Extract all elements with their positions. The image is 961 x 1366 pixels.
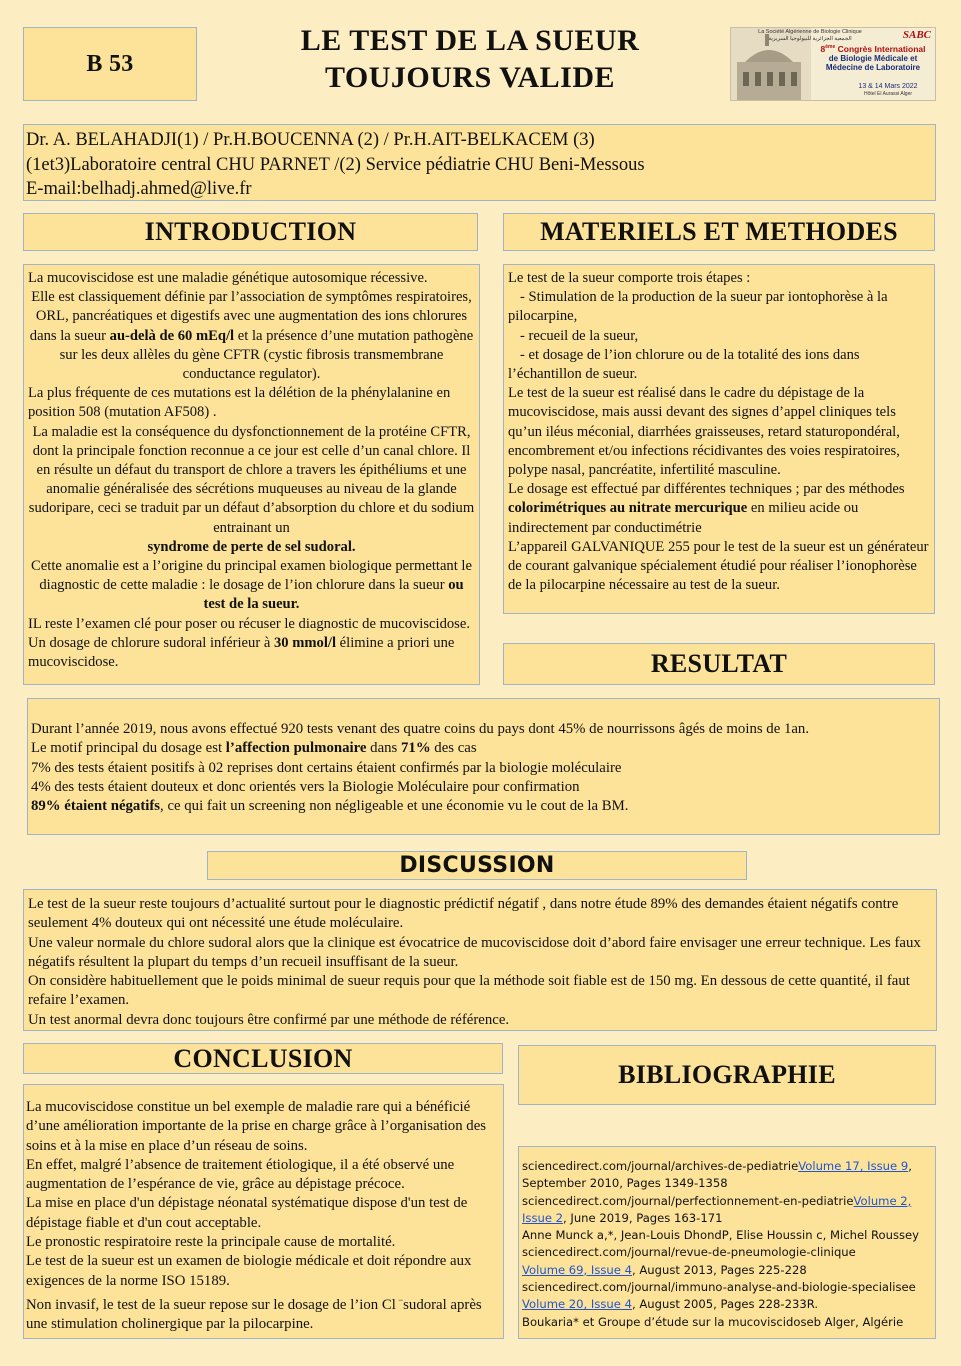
intro-p3: La plus fréquente de ces mutations est la délétion de la phénylalanine en position 508 (mutation AF508) . bbox=[28, 385, 451, 421]
discussion-text-box bbox=[23, 889, 937, 1031]
logo-congress: Congrès International bbox=[837, 43, 926, 54]
title-line-2: TOUJOURS VALIDE bbox=[324, 61, 616, 94]
intro-p7: IL reste l’examen clé pour poser ou récuser le diagnostic de mucoviscidose. bbox=[28, 615, 470, 632]
conclusion-heading: CONCLUSION bbox=[173, 1043, 353, 1073]
logo-congress-number: 8 bbox=[820, 43, 826, 54]
logo-acronym: SABC bbox=[902, 29, 931, 41]
biblio-link-2[interactable]: Volume 2, Issue 2 bbox=[522, 1193, 912, 1225]
result-line-3: 7% des tests étaient positifs à 02 reprises dont certains étaient confirmés par la biologie moléculaire bbox=[31, 759, 622, 776]
intro-p4: La maladie est la conséquence du dysfonctionnement de la protéine CFTR, dont la principale fonction reconnue a ce jour est celle d’un canal chlore. Il en résulte un défaut du transport de chlore a travers les épithéliums et une anomalie généralisée des sécrétions muqueuses au niveau de la glande sudoripare, ceci se traduit par un défaut d’absorption du chlore et du sodium entrainant un bbox=[28, 423, 475, 536]
logo-congress-sup: ème bbox=[825, 44, 836, 50]
biblio-ref-5: sciencedirect.com/journal/immuno-analyse-and-biologie-specialisee Volume 20, Issue 4, August 2005, Pages 228-233R. bbox=[522, 1280, 916, 1312]
authors-box bbox=[23, 124, 936, 201]
biblio-link-4[interactable]: Volume 69, Issue 4 bbox=[522, 1262, 632, 1277]
logo-dates: 13 & 14 Mars 2022 bbox=[858, 82, 918, 90]
intro-p8: Un dosage de chlorure sudoral inférieur à 30 mmol/l élimine a priori une mucoviscidose. bbox=[28, 634, 455, 671]
authors-email: E-mail:belhadj.ahmed@live.fr bbox=[26, 179, 252, 199]
logo-venue: Hôtel El Aurassi Alger bbox=[863, 90, 913, 97]
discussion-heading: DISCUSSION bbox=[399, 853, 555, 878]
methods-p7: L’appareil GALVANIQUE 255 pour le test de la sueur est un générateur de courant galvanique spécialement étudié pour réaliser l’ionophorèse de la pilocarpine nécessaire au test de la sueur. bbox=[508, 538, 929, 594]
methods-p2: - Stimulation de la production de la sueur par iontophorèse à la pilocarpine, bbox=[508, 289, 888, 325]
authors-names: Dr. A. BELAHADJI(1) / Pr.H.BOUCENNA (2) / Pr.H.AIT-BELKACEM (3) bbox=[26, 130, 595, 150]
methods-p3: - recueil de la sueur, bbox=[520, 327, 639, 344]
methods-text-box bbox=[503, 264, 935, 614]
conclusion-text-box bbox=[23, 1084, 504, 1339]
discussion-p1: Le test de la sueur reste toujours d’actualité surtout pour le diagnostic prédictif négatif , dans notre étude 89% des demandes étaient négatifs contre seulement 4% douteux qui ont nécessité une étude moléculaire. bbox=[28, 896, 899, 932]
biblio-ref-3: Anne Munck a,*, Jean-Louis DhondP, Elise Houssin c, Michel Roussey bbox=[522, 1228, 920, 1243]
congress-logo bbox=[730, 27, 936, 101]
discussion-p3: On considère habituellement que le poids minimal de sueur requis pour que la méthode soit fiable est de 150 mg. En dessous de cette quantité, il faut refaire l’examen. bbox=[28, 973, 910, 1009]
intro-p2: Elle est classiquement définie par l’association de symptômes respiratoires, ORL, pancréatiques et digestifs avec une augmentation des ions chlorures dans la sueur au-delà de 60 mEq/l et la présence d’une mutation pathogène sur les deux allèles du gène CFTR (cystic fibrosis transmembrane conductance regulator). bbox=[29, 289, 474, 383]
biblio-link-5[interactable]: Volume 20, Issue 4 bbox=[522, 1297, 632, 1312]
conclusion-heading-box bbox=[23, 1043, 503, 1074]
logo-arabic: الجمعية الجزائرية للبيولوجيا السريرية bbox=[768, 36, 852, 42]
conclusion-p1: La mucoviscidose constitue un bel exemple de maladie rare qui a bénéficié d’une amélioration importante de la prise en charge grâce à l’organisation des soins et à la mise en place d’un réseau de soins. bbox=[26, 1099, 487, 1154]
poster-code: B 53 bbox=[86, 50, 134, 77]
biblio-ref-4: sciencedirect.com/journal/revue-de-pneumologie-clinique Volume 69, Issue 4, August 2013, Pages 225-228 bbox=[522, 1245, 856, 1277]
conclusion-p5: Le test de la sueur est un examen de biologie médicale et doit répondre aux exigences de la norme ISO 15189. bbox=[26, 1253, 472, 1289]
result-heading-box bbox=[503, 643, 935, 685]
methods-p4: - et dosage de l’ion chlorure ou de la totalité des ions dans l’échantillon de sueur. bbox=[508, 346, 860, 383]
conclusion-p3: La mise en place d'un dépistage néonatal systématique dispose d'un test de dépistage fiable et d'un cout acceptable. bbox=[26, 1195, 468, 1231]
conclusion-p6: Non invasif, le test de la sueur repose sur le dosage de l’ion Cl −sudoral après une stimulation cholinergique par la pilocarpine. bbox=[26, 1294, 482, 1333]
methods-p6: Le dosage est effectué par différentes techniques ; par des méthodes colorimétriques au nitrate mercurique en milieu acide ou indirectement par conductimétrie bbox=[508, 481, 905, 536]
conclusion-p4: Le pronostic respiratoire reste la principale cause de mortalité. bbox=[26, 1234, 396, 1251]
discussion-heading-box bbox=[207, 851, 747, 880]
logo-society: La Société Algérienne de Biologie Clinique bbox=[758, 29, 862, 35]
intro-heading: INTRODUCTION bbox=[144, 217, 357, 246]
logo-subtitle-2: Médecine de Laboratoire bbox=[825, 62, 921, 72]
result-heading: RESULTAT bbox=[650, 649, 788, 678]
intro-p1: La mucoviscidose est une maladie génétique autosomique récessive. bbox=[28, 270, 428, 286]
biblio-link-1[interactable]: Volume 17, Issue 9 bbox=[798, 1159, 909, 1173]
methods-p1: Le test de la sueur comporte trois étapes : bbox=[508, 270, 751, 286]
intro-p5: syndrome de perte de sel sudoral. bbox=[147, 538, 356, 555]
biblio-heading-box bbox=[518, 1045, 936, 1105]
authors-affiliation: (1et3)Laboratoire central CHU PARNET /(2) Service pédiatrie CHU Beni-Messous bbox=[26, 154, 645, 175]
result-line-4: 4% des tests étaient douteux et donc orientés vers la Biologie Moléculaire pour confirmation bbox=[31, 778, 580, 795]
logo-subtitle-1: de Biologie Médicale et bbox=[828, 53, 918, 63]
result-line-1: Durant l’année 2019, nous avons effectué 920 tests venant des quatre coins du pays dont 45% de nourrissons âgés de moins de 1an. bbox=[31, 721, 810, 737]
biblio-text-box bbox=[518, 1146, 936, 1339]
title-line-1: LE TEST DE LA SUEUR bbox=[300, 24, 640, 57]
intro-heading-box bbox=[23, 213, 478, 251]
discussion-p2: Une valeur normale du chlore sudoral alors que la clinique est évocatrice de mucoviscidose doit d’abord faire envisager une erreur technique. Les faux négatifs résultent la plupart du temps d’un recueil insuffisant de la sueur. bbox=[28, 934, 921, 970]
result-line-5: 89% étaient négatifs, ce qui fait un screening non négligeable et une économie vu le cout de la BM. bbox=[31, 798, 629, 815]
methods-p5: Le test de la sueur est réalisé dans le cadre du dépistage de la mucoviscidose, mais aussi devant des signes d’appel cliniques tels qu’un iléus méconial, diarrhées graisseuses, retard staturopondéral, encombrement et/ou infections récidivantes des voies respiratoires, polype nasal, pancréatite, infertilité masculine. bbox=[508, 385, 900, 479]
biblio-heading: BIBLIOGRAPHIE bbox=[618, 1060, 836, 1089]
methods-heading: MATERIELS ET METHODES bbox=[540, 217, 898, 246]
poster-title bbox=[240, 22, 700, 96]
intro-text-box bbox=[23, 264, 480, 685]
biblio-ref-6: Boukaria* et Groupe d’étude sur la mucoviscidoseb Alger, Algérie bbox=[522, 1314, 904, 1329]
biblio-ref-1: sciencedirect.com/journal/archives-de-pediatrieVolume 17, Issue 9, September 2010, Pages 1349-1358 bbox=[522, 1159, 912, 1191]
result-line-2: Le motif principal du dosage est l’affection pulmonaire dans 71% des cas bbox=[31, 740, 477, 757]
discussion-p4: Un test anormal devra donc toujours être confirmé par une méthode de référence. bbox=[28, 1011, 510, 1028]
conclusion-p2: En effet, malgré l’absence de traitement étiologique, il a été observé une augmentation de l’espérance de vie, grâce au dépistage précoce. bbox=[26, 1156, 455, 1193]
poster-code-box bbox=[23, 27, 197, 101]
biblio-ref-2: sciencedirect.com/journal/perfectionnement-en-pediatrieVolume 2, Issue 2, June 2019, Pages 163-171 bbox=[522, 1193, 912, 1225]
intro-p6: Cette anomalie est a l’origine du principal examen biologique permettant le diagnostic de cette maladie : le dosage de l’ion chlorure dans la sueur ou test de la sueur. bbox=[31, 558, 472, 613]
result-text-box bbox=[27, 698, 940, 835]
methods-heading-box bbox=[503, 213, 935, 251]
